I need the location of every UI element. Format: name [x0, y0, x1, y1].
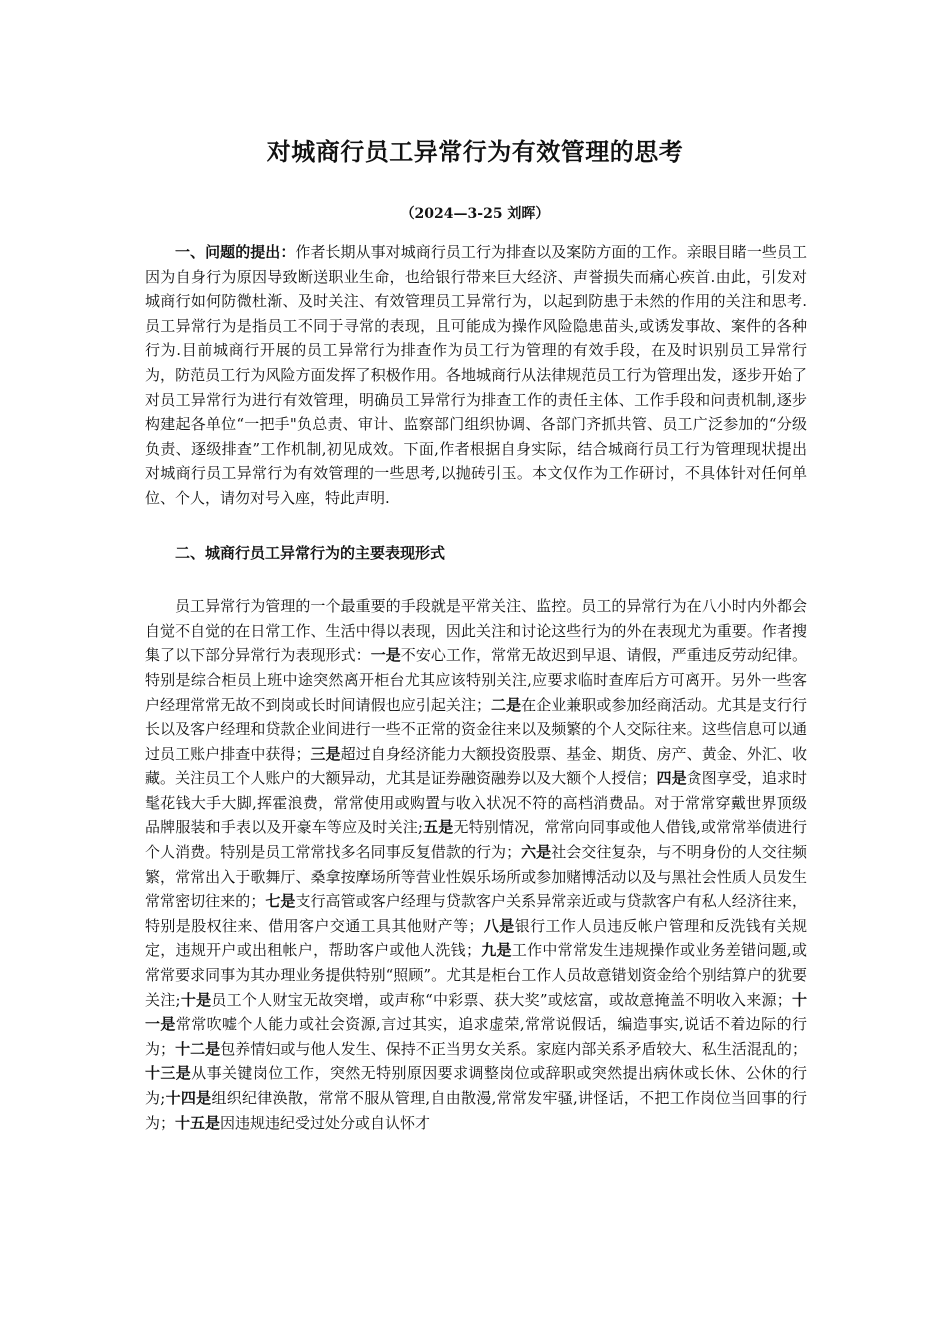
item-label: 七是: [265, 892, 296, 911]
item-label: 十三是: [145, 1064, 192, 1083]
item-label: 十五是: [175, 1113, 221, 1132]
section1-lead: 一、问题的提出：: [175, 243, 296, 261]
item-text: 无特别情况，常常向同事或他人借钱,或常常举债进行个人消费。特别是员工常常找多名同事反复借款的行为；: [145, 818, 807, 862]
item-text: 支行高管或客户经理与贷款客户关系异常亲近或与贷款客户有私人经济往来，特别是股权往来、借用客户交通工具其他财产等；: [145, 892, 807, 935]
item-text: 贪图享受，追求时髦花钱大手大脚,挥霍浪费，常常使用或购置与收入状况不符的高档消费品。对于常常穿戴世界顶级品牌服装和手表以及开豪车等应及时关注;: [145, 769, 807, 837]
document-body: [145, 240, 807, 1135]
item-text: 员工个人财宝无故突增，或声称“中彩票、获大奖”或炫富，或故意掩盖不明收入来源；: [211, 990, 792, 1009]
section1-paragraph: [145, 240, 807, 511]
item-text: 组织纪律涣散，常常不服从管理,自由散漫,常常发牢骚,讲怪话，不把工作岗位当回事的行为；: [145, 1089, 807, 1132]
item-label: 四是: [656, 769, 687, 788]
item-text: 因违规违纪受过处分或自认怀才: [220, 1113, 431, 1132]
item-label: 一是: [370, 646, 401, 665]
item-text: 不安心工作，常常无故迟到早退、请假，严重违反劳动纪律。特别是综合柜员上班中途突然离开柜台尤其应该特别关注,应要求临时查库后方可离开。另外一些客户经理常常无故不到岗或长时间请假也应引起关注；: [145, 646, 807, 714]
item-label: 十是: [180, 990, 212, 1009]
item-text: 包养情妇或与他人发生、保持不正当男女关系。家庭内部关系矛盾较大、私生活混乱的；: [220, 1039, 807, 1058]
section2-intro: 员工异常行为管理的一个最重要的手段就是平常关注、监控。员工的异常行为在八小时内外都会自觉不自觉的在日常工作、生活中得以表现，因此关注和讨论这些行为的外在表现尤为重要。作者搜集了以下部分异常行为表现形式：: [145, 597, 807, 665]
item-text: 工作中常常发生违规操作或业务差错问题,或常常要求同事为其办理业务提供特别“照顾”。尤其是柜台工作人员故意错划资金给个别结算户的犹要关注;: [145, 941, 807, 1009]
item-label: 九是: [480, 941, 512, 960]
document-title: 对城商行员工异常行为有效管理的思考: [266, 137, 684, 166]
document-byline: （2024—3-25 刘晖）: [400, 206, 550, 222]
item-text: 在企业兼职或参加经商活动。尤其是支行行长以及客户经理和贷款企业间进行一些不正常的资金往来以及频繁的个人交际往来。这些信息可以通过员工账户排查中获得；: [145, 695, 807, 763]
item-label: 二是: [491, 695, 522, 714]
item-text: 社会交往复杂，与不明身份的人交往频繁，常常出入于歌舞厅、桑拿按摩场所等营业性娱乐场所或参加赌博活动以及与黑社会性质人员发生常常密切往来的；: [145, 843, 807, 911]
item-text: 银行工作人员违反帐户管理和反洗钱有关规定，违规开户或出租帐户，帮助客户或他人洗钱；: [145, 916, 807, 960]
section1-text: 作者长期从事对城商行员工行为排查以及案防方面的工作。亲眼目睹一些员工因为自身行为原因导致断送职业生命，也给银行带来巨大经济、声誉损失而痛心疾首.由此，引发对城商行如何防微杜渐、及时关注、有效管理员工异常行为，以起到防患于未然的作用的关注和思考.员工异常行为是指员工不同于寻常的表现，且可能成为操作风险隐患苗头,或诱发事故、案件的各种行为.目前城商行开展的员工异常行为排查作为员工行为管理的有效手段，在及时识别员工异常行为，防范员工行为风险方面发挥了积极作用。各地城商行从法律规范员工行为管理出发，逐步开始了对员工异常行为进行有效管理，明确员工异常行为排查工作的责任主体、工作手段和问责机制,逐步构建起各单位“一把手"负总责、审计、监察部门组织协调、各部门齐抓共管、员工广泛参加的“分级负责、逐级排查”工作机制,初见成效。下面,作者根据自身实际，结合城商行员工行为管理现状提出对城商行员工异常行为有效管理的一些思考,以抛砖引玉。本文仅作为工作研讨，不具体针对任何单位、个人，请勿对号入座，特此声明.: [145, 243, 807, 507]
item-label: 五是: [422, 818, 454, 837]
item-label: 六是: [521, 843, 552, 862]
item-text: 从事关键岗位工作，突然无特别原因要求调整岗位或辞职或突然提出病休或长休、公休的行为;: [145, 1064, 807, 1107]
section2-heading: 二、城商行员工异常行为的主要表现形式: [175, 543, 446, 562]
item-text: 常常吹嘘个人能力或社会资源,言过其实，追求虚荣,常常说假话，编造事实,说话不着边际的行为；: [145, 1015, 807, 1058]
item-label: 十二是: [175, 1039, 221, 1058]
item-label: 八是: [483, 916, 515, 935]
item-label: 三是: [310, 744, 341, 763]
item-text: 超过自身经济能力大额投资股票、基金、期货、房产、黄金、外汇、收藏。关注员工个人账户的大额异动，尤其是证券融资融券以及大额个人授信；: [145, 744, 807, 788]
section2-paragraph: [145, 594, 807, 1135]
item-label: 十一是: [145, 990, 807, 1034]
item-label: 十四是: [165, 1089, 212, 1107]
